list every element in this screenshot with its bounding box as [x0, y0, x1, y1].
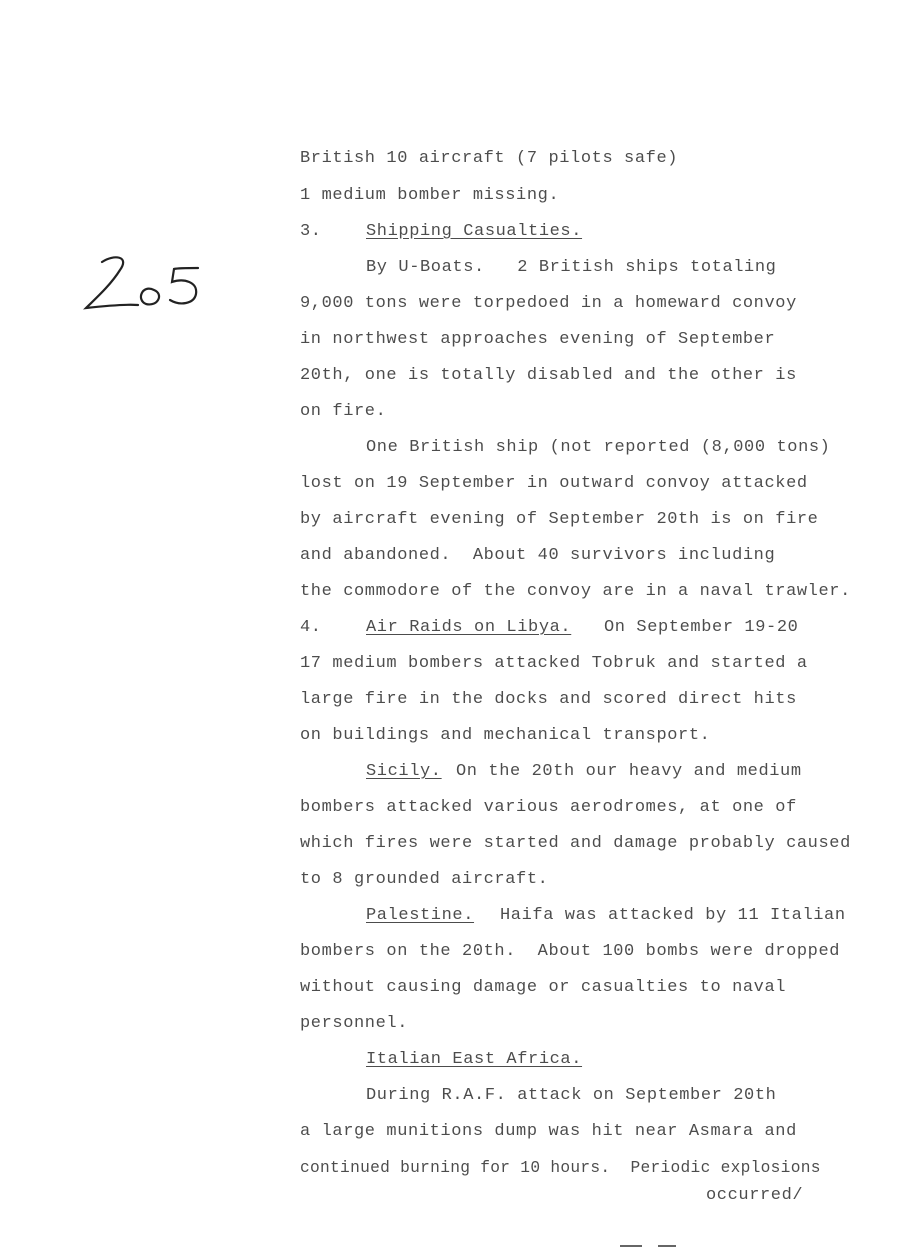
section-number: 4.: [300, 618, 322, 637]
text-line: bombers attacked various aerodromes, at one of: [300, 798, 797, 817]
text-line: on fire.: [300, 402, 387, 421]
text-line: bombers on the 20th. About 100 bombs were dropped: [300, 942, 841, 961]
text-line: During R.A.F. attack on September 20th: [366, 1086, 777, 1105]
text-line: On September 19-20: [604, 618, 799, 637]
page-footer-mark: [618, 1244, 678, 1248]
section-number: 3.: [300, 222, 322, 241]
text-line: personnel.: [300, 1014, 409, 1033]
text-line: On the 20th our heavy and medium: [456, 762, 802, 781]
text-line: on buildings and mechanical transport.: [300, 726, 711, 745]
text-line: the commodore of the convoy are in a naval trawler.: [300, 582, 851, 601]
text-line: without causing damage or casualties to naval: [300, 978, 787, 997]
text-line: 20th, one is totally disabled and the other is: [300, 366, 797, 385]
text-line: lost on 19 September in outward convoy attacked: [300, 474, 808, 493]
text-line: to 8 grounded aircraft.: [300, 870, 549, 889]
text-line: 9,000 tons were torpedoed in a homeward convoy: [300, 294, 797, 313]
text-line: in northwest approaches evening of September: [300, 330, 776, 349]
text-line: a large munitions dump was hit near Asmara and: [300, 1122, 797, 1141]
text-line: and abandoned. About 40 survivors including: [300, 546, 776, 565]
section-heading: Air Raids on Libya.: [366, 618, 572, 637]
text-line: continued burning for 10 hours. Periodic explosions: [300, 1159, 821, 1177]
text-line: Haifa was attacked by 11 Italian: [500, 906, 846, 925]
text-line: by aircraft evening of September 20th is on fire: [300, 510, 819, 529]
text-line: By U-Boats. 2 British ships totaling: [366, 258, 777, 277]
section-heading: Shipping Casualties.: [366, 222, 583, 241]
text-line: 17 medium bombers attacked Tobruk and started a: [300, 654, 808, 673]
handwritten-folio-number: [80, 250, 210, 320]
subsection-heading: Italian East Africa.: [366, 1050, 583, 1069]
text-line: large fire in the docks and scored direct hits: [300, 690, 797, 709]
text-line: One British ship (not reported (8,000 tons): [366, 438, 831, 457]
catchword: occurred/: [706, 1186, 804, 1205]
subsection-heading: Sicily.: [366, 762, 442, 781]
text-line: British 10 aircraft (7 pilots safe): [300, 149, 679, 168]
text-line: which fires were started and damage probably caused: [300, 834, 851, 853]
subsection-heading: Palestine.: [366, 906, 475, 925]
text-line: 1 medium bomber missing.: [300, 186, 560, 205]
